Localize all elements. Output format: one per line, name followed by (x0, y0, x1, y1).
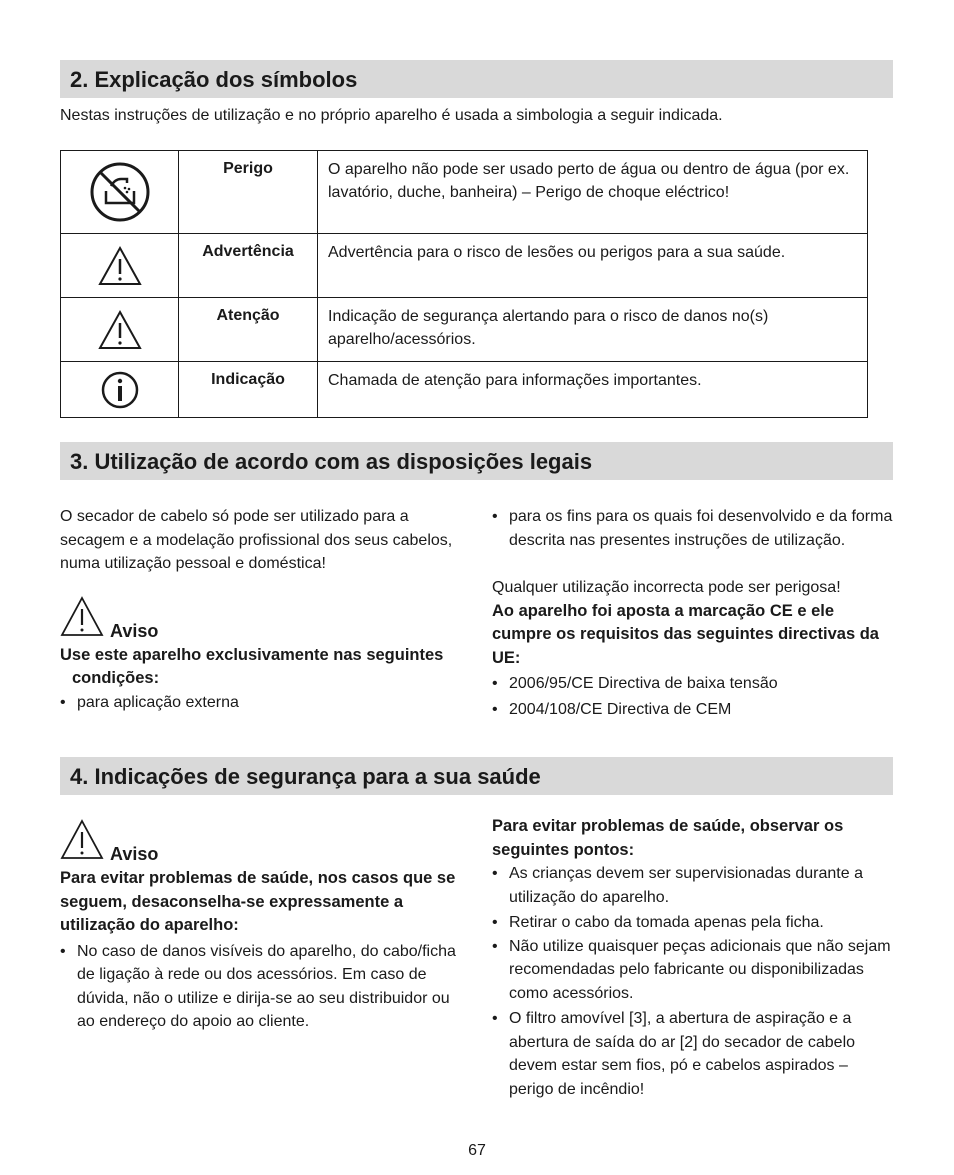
symbol-cell (61, 234, 179, 298)
conditions-heading: Use este aparelho exclusivamente nas seguintes condições: (60, 645, 444, 687)
section-2-intro: Nestas instruções de utilização e no próprio aparelho é usada a simbologia a seguir indicada. (60, 107, 723, 124)
symbol-cell (61, 151, 179, 234)
list-item: • 2006/95/CE Directiva de baixa tensão (492, 672, 897, 696)
symbol-description: O aparelho não pode ser usado perto de água ou dentro de água (por ex. lavatório, duche, banheira) – Perigo de choque eléctrico! (318, 151, 868, 234)
warning-triangle-icon (97, 309, 143, 351)
section-3-heading (60, 442, 893, 480)
usage-paragraph: O secador de cabelo só pode ser utilizado para a secagem e a modelação profissional dos seus cabelos, numa utilização pessoal e doméstica! (60, 508, 453, 572)
warning-triangle-icon (97, 245, 143, 287)
list-item: • O filtro amovível [3], a abertura de aspiração e a abertura de saída do ar [2] do secador de cabelo devem estar sem fios, pó e cabelos aspirados – perigo de incêndio! (492, 1007, 894, 1101)
list-item: • As crianças devem ser supervisionadas durante a utilização do aparelho. (492, 862, 894, 909)
warning-triangle-icon (60, 596, 104, 638)
section-2-title: 2. Explicação dos símbolos (70, 67, 358, 92)
table-row (61, 298, 868, 362)
section-3-title: 3. Utilização de acordo com as disposições legais (70, 449, 593, 474)
section-3-right-column (492, 505, 897, 721)
section-4-right-column (492, 815, 894, 1101)
health-points-heading: Para evitar problemas de saúde, observar os seguintes pontos: (492, 817, 844, 859)
section-4-left-column (60, 819, 465, 1034)
table-row (61, 234, 868, 298)
symbol-description: Advertência para o risco de lesões ou perigos para a sua saúde. (318, 234, 868, 298)
list-item: • Não utilize quaisquer peças adicionais que não sejam recomendadas pelo fabricante ou disponibilizadas como acessórios. (492, 935, 894, 1006)
list-item: • para aplicação externa (60, 691, 465, 715)
symbol-cell (61, 298, 179, 362)
aviso-label: Aviso (110, 620, 159, 641)
list-item: • No caso de danos visíveis do aparelho, do cabo/ficha de ligação à rede ou dos acessórios. Em caso de dúvida, não o utilize e dirija-se ao seu distribuidor ou ao endereço do apoio ao cliente. (60, 940, 465, 1034)
symbols-table (60, 150, 868, 418)
symbol-term: Indicação (179, 362, 318, 418)
table-row (61, 362, 868, 418)
health-caution-heading: Para evitar problemas de saúde, nos casos que se seguem, desaconselha-se expressamente a utilização do aparelho: (60, 869, 456, 934)
symbol-description: Indicação de segurança alertando para o risco de danos no(s) aparelho/acessórios. (318, 298, 868, 362)
symbol-description: Chamada de atenção para informações importantes. (318, 362, 868, 418)
list-item: • Retirar o cabo da tomada apenas pela ficha. (492, 911, 894, 935)
no-water-icon (89, 161, 151, 223)
warning-triangle-icon (60, 819, 104, 861)
section-4-title: 4. Indicações de segurança para a sua saúde (70, 764, 541, 789)
section-3-left-column (60, 505, 465, 714)
list-item: • para os fins para os quais foi desenvolvido e da forma descrita nas presentes instruções de utilização. (492, 505, 897, 552)
symbol-term: Perigo (179, 151, 318, 234)
aviso-label: Aviso (110, 844, 159, 864)
page-number: 67 (468, 1142, 486, 1159)
aviso-block (60, 596, 465, 644)
section-4-heading (60, 757, 893, 795)
list-item: • 2004/108/CE Directiva de CEM (492, 698, 897, 722)
section-2-heading (60, 60, 893, 98)
symbol-term: Advertência (179, 234, 318, 298)
info-circle-icon (100, 370, 140, 410)
symbol-term: Atenção (179, 298, 318, 362)
misuse-warning: Qualquer utilização incorrecta pode ser perigosa! (492, 579, 841, 596)
symbol-cell (61, 362, 179, 418)
table-row (61, 151, 868, 234)
aviso-block (60, 819, 465, 867)
ce-statement: Ao aparelho foi aposta a marcação CE e ele cumpre os requisitos das seguintes directivas da UE: (492, 601, 879, 667)
